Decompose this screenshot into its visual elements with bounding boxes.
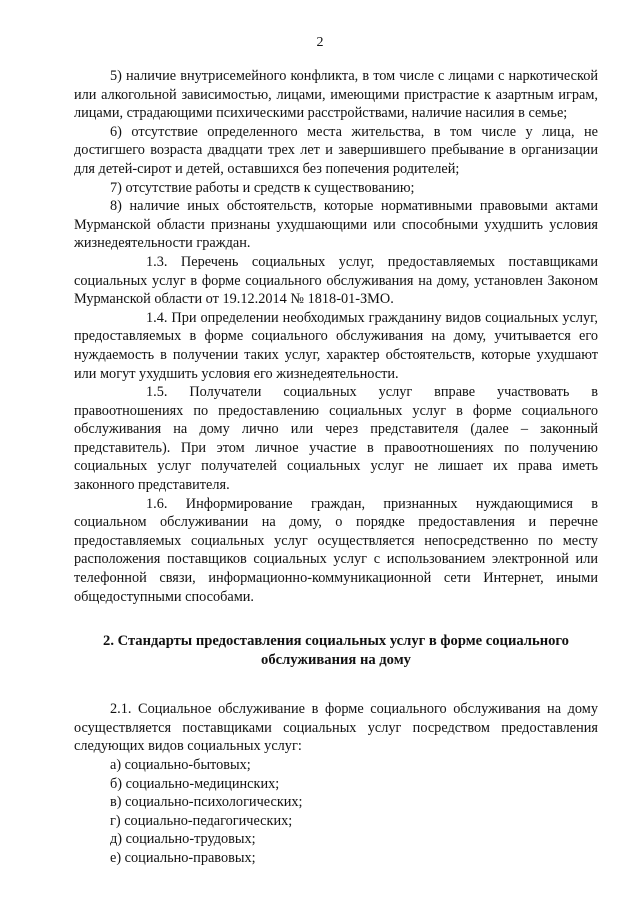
paragraph-1-4: 1.4. При определении необходимых гражданину видов социальных услуг, предоставляемых в форме социального обслуживания на дому, учитывается его нуждаемость в получении таких услуг, характер обстоятельств, которые ухудшают или могут ухудшить условия его жизнедеятельности. <box>74 309 598 382</box>
paragraph-item-5: 5) наличие внутрисемейного конфликта, в том числе с лицами с наркотической или алкогольной зависимостью, лицами, имеющими пристрастие к азартным играм, лицами, страдающими психическими расстройствами, наличие насилия в семье; <box>74 68 598 122</box>
paragraph-item-6: 6) отсутствие определенного места жительства, в том числе у лица, не достигшего возраста двадцати трех лет и завершившего пребывание в организации для детей-сирот и детей, оставшихся без попечения родителей; <box>74 123 598 177</box>
service-types-list <box>74 756 598 868</box>
paragraph-item-7: 7) отсутствие работы и средств к существованию; <box>110 179 415 196</box>
list-item: в) социально-психологических; <box>110 794 303 811</box>
document-body <box>74 67 598 868</box>
section-heading: 2. Стандарты предоставления социальных услуг в форме социального обслуживания на дому <box>103 633 569 669</box>
page-number: 2 <box>316 35 324 50</box>
paragraph-item-8: 8) наличие иных обстоятельств, которые нормативными правовыми актами Мурманской области признаны ухудшающими или способными ухудшить условия жизнедеятельности граждан. <box>74 198 598 252</box>
paragraph-1-6: 1.6. Информирование граждан, признанных нуждающимися в социальном обслуживании на дому, о порядке предоставления и перечне предоставляемых социальных услуг осуществляется непосредственно по месту расположения поставщиков социальных услуг с использованием электронной или телефонной связи, информационно-коммуникационной сети Интернет, иными общедоступными способами. <box>74 495 598 605</box>
list-item: е) социально-правовых; <box>110 849 256 866</box>
list-item: б) социально-медицинских; <box>110 775 280 792</box>
paragraph-1-3: 1.3. Перечень социальных услуг, предоставляемых поставщиками социальных услуг в форме социального обслуживания на дому, установлен Законом Мурманской области от 19.12.2014 № 1818-01-ЗМО. <box>74 253 598 308</box>
paragraph-2-1: 2.1. Социальное обслуживание в форме социального обслуживания на дому осуществляется поставщиками социальных услуг посредством предоставления следующих видов социальных услуг: <box>74 701 598 755</box>
list-item: г) социально-педагогических; <box>110 812 293 829</box>
list-item: д) социально-трудовых; <box>110 831 256 848</box>
paragraph-1-5: 1.5. Получатели социальных услуг вправе участвовать в правоотношениях по предоставлению социальных услуг в форме социального обслуживания на дому лично или через представителя (далее – законный представитель). При этом личное участие в правоотношениях по получению социальных услуг получателей социальных услуг не лишает их права иметь законного представителя. <box>74 384 598 494</box>
list-item: а) социально-бытовых; <box>110 757 251 773</box>
